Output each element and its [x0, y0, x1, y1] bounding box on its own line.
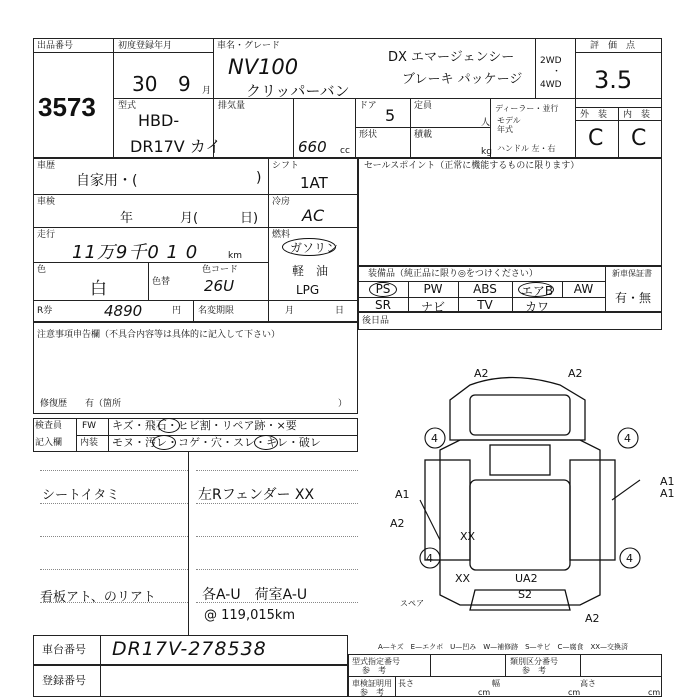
color-code: 26U: [204, 277, 235, 295]
equip-pw: PW: [423, 282, 443, 296]
cert-ref: 参 考: [360, 688, 384, 697]
history-close: ): [256, 170, 262, 186]
shift-label: シフト: [272, 161, 300, 171]
note-sign: 看板アト、のリアト: [40, 590, 156, 605]
equip-sr: SR: [375, 298, 391, 312]
dealer-label: ディーラー・並行: [495, 104, 559, 113]
repair-close: ）: [338, 399, 348, 409]
diag-4-fr: 4: [624, 432, 631, 445]
height-label: 高さ: [580, 679, 596, 688]
diag-a2-left: A2: [390, 517, 405, 530]
class-label: 類別区分番号: [510, 657, 558, 666]
ext-grade: C: [588, 126, 604, 151]
reg-month: 9: [178, 72, 191, 96]
caution-label: 注意事項申告欄（不具合内容等は具体的に記入して下さい）: [37, 330, 281, 340]
note-fender: 左Rフェンダー XX: [198, 487, 315, 503]
nc-month: 月: [285, 306, 295, 316]
diag-4-fl: 4: [431, 432, 438, 445]
int-label: 内 装: [623, 110, 651, 120]
ext-label: 外 装: [580, 110, 608, 120]
doors-label: ドア: [359, 101, 377, 111]
fuel-lpg: LPG: [296, 283, 320, 297]
type-spec-ref: 参 考: [362, 666, 386, 675]
fw-label: FW: [82, 421, 97, 431]
row2-items: モヌ・汚レ・コゲ・穴・スレ・キレ・破レ: [112, 436, 321, 449]
fuel-gasoline: ガソリン: [290, 241, 339, 255]
int-grade: C: [631, 126, 647, 151]
cert-label: 車検証明用: [352, 679, 392, 688]
length-label: 長さ: [398, 679, 414, 688]
first-reg-label: 初度登録年月: [118, 41, 173, 51]
repaint-label: 色替: [152, 277, 171, 287]
recycle-label: R券: [37, 306, 53, 316]
load-label: 積載: [414, 130, 433, 140]
type-line2: DR17V カイ: [130, 137, 222, 156]
sales-point-label: セールスポイント（正常に機能するものに限ります）: [364, 161, 580, 171]
kg-unit: kg: [481, 147, 492, 157]
equip-airbag: エアB: [520, 284, 554, 298]
diag-a2-top-left: A2: [474, 367, 489, 380]
diag-spare: スペア: [400, 599, 424, 608]
type-line1: HBD-: [138, 111, 180, 130]
equipment-label: 装備品（純正品に限り◎をつけください）: [368, 269, 538, 279]
drive-4wd: 4WD: [540, 80, 562, 90]
diag-a2-top-right: A2: [568, 367, 583, 380]
capacity-label: 定員: [414, 101, 433, 111]
diag-a1-left: A1: [395, 488, 410, 501]
cc-unit: cc: [340, 146, 350, 156]
width-label: 幅: [492, 679, 500, 688]
diag-a1-right-1: A1: [660, 475, 675, 488]
model-sub: クリッパーバン: [246, 82, 350, 100]
month-unit: 月: [202, 86, 212, 96]
grade-line1: DX エマージェンシー: [388, 50, 515, 65]
name-change-label: 名変期限: [198, 306, 235, 316]
shape-label: 形状: [359, 130, 378, 140]
note-au: 各A-U 荷室A-U: [202, 587, 308, 603]
new-warranty-label: 新車保証書: [612, 269, 652, 278]
int-short-label: 内装: [80, 438, 99, 448]
reg-label: 登録番号: [42, 674, 86, 687]
equip-leather: カワ: [524, 300, 549, 314]
fuel-diesel: 軽 油: [292, 264, 329, 278]
model-year-label: モデル 年式: [497, 116, 521, 134]
drive-2wd: 2WD: [540, 56, 562, 66]
diag-ua2: UA2: [515, 572, 538, 585]
drive-dot: ・: [552, 67, 562, 77]
diag-4-rr: 4: [626, 552, 633, 565]
class-ref: 参 考: [522, 666, 546, 675]
mileage-label: 走行: [37, 230, 56, 240]
equip-tv: TV: [477, 298, 493, 312]
history-label: 車歴: [37, 161, 56, 171]
chassis-number: DR17V-278538: [112, 638, 267, 660]
grade-line2: ブレーキ パッケージ: [402, 72, 523, 87]
score-value: 3.5: [594, 66, 633, 94]
type-spec-label: 型式指定番号: [352, 657, 400, 666]
insp-year: 年: [120, 211, 134, 226]
equip-abs: ABS: [473, 282, 497, 296]
row1-items: キズ・飛石・ヒビ割・リペア跡・×要: [112, 419, 297, 432]
rear-seat-label: 後日品: [362, 316, 390, 326]
width-cm: cm: [568, 688, 581, 697]
warranty-value: 有・無: [615, 291, 652, 305]
entry-label: 記入欄: [35, 438, 63, 448]
handle-label: ハンドル 左・右: [497, 144, 556, 153]
color-label: 色: [37, 265, 47, 275]
type-label: 型式: [118, 101, 137, 111]
reg-year: 30: [132, 72, 158, 96]
diag-a2-bottom: A2: [585, 612, 600, 625]
length-cm: cm: [478, 688, 491, 697]
lot-label: 出品番号: [37, 41, 74, 51]
diag-xx-rear: XX: [455, 572, 471, 585]
legend: A—キズ E—エクボ U—凹み W—補修跡 S—サビ C—腐食 XX—交換済: [378, 643, 629, 651]
diag-4-rl: 4: [426, 552, 433, 565]
model-label: 車名・グレード: [217, 41, 281, 51]
color-code-label: 色コード: [202, 265, 239, 275]
history-value: 自家用・(: [76, 173, 138, 189]
inspection-label: 車検: [37, 197, 56, 207]
diag-a1-right-2: A1: [660, 487, 675, 500]
insp-month: 月(: [180, 211, 199, 226]
ac-label: 冷房: [272, 197, 291, 207]
repair-label: 修復歴 有（箇所: [40, 399, 122, 409]
mileage-value: 11万9千0 1 0: [72, 242, 199, 263]
recycle-value: 4890: [104, 302, 143, 320]
doors-value: 5: [385, 106, 396, 125]
score-label: 評 価 点: [590, 41, 636, 51]
nc-day: 日: [335, 306, 345, 316]
insp-day: 日): [240, 211, 259, 226]
note-odo: @ 119,015km: [204, 608, 296, 623]
lot-number: 3573: [38, 92, 96, 122]
color-value: 白: [90, 279, 107, 299]
km-unit: km: [228, 251, 242, 261]
displacement-value: 660: [298, 138, 327, 156]
height-cm: cm: [648, 688, 661, 697]
note-seat: シートイタミ: [42, 488, 120, 503]
model-name: NV100: [228, 55, 299, 79]
equip-aw: AW: [573, 282, 594, 296]
inspector-label: 検査員: [35, 421, 63, 431]
yen-unit: 円: [172, 306, 182, 316]
person-unit: 人: [481, 118, 491, 128]
chassis-label: 車台番号: [42, 643, 86, 656]
diag-xx-mid: XX: [460, 530, 476, 543]
shift-value: 1AT: [300, 174, 328, 192]
ac-value: AC: [302, 206, 325, 225]
equip-ps: PS: [375, 282, 391, 296]
fuel-label: 燃料: [272, 230, 291, 240]
displacement-label: 排気量: [218, 101, 246, 111]
diag-s2: S2: [518, 588, 532, 601]
equip-navi: ナビ: [420, 300, 445, 314]
